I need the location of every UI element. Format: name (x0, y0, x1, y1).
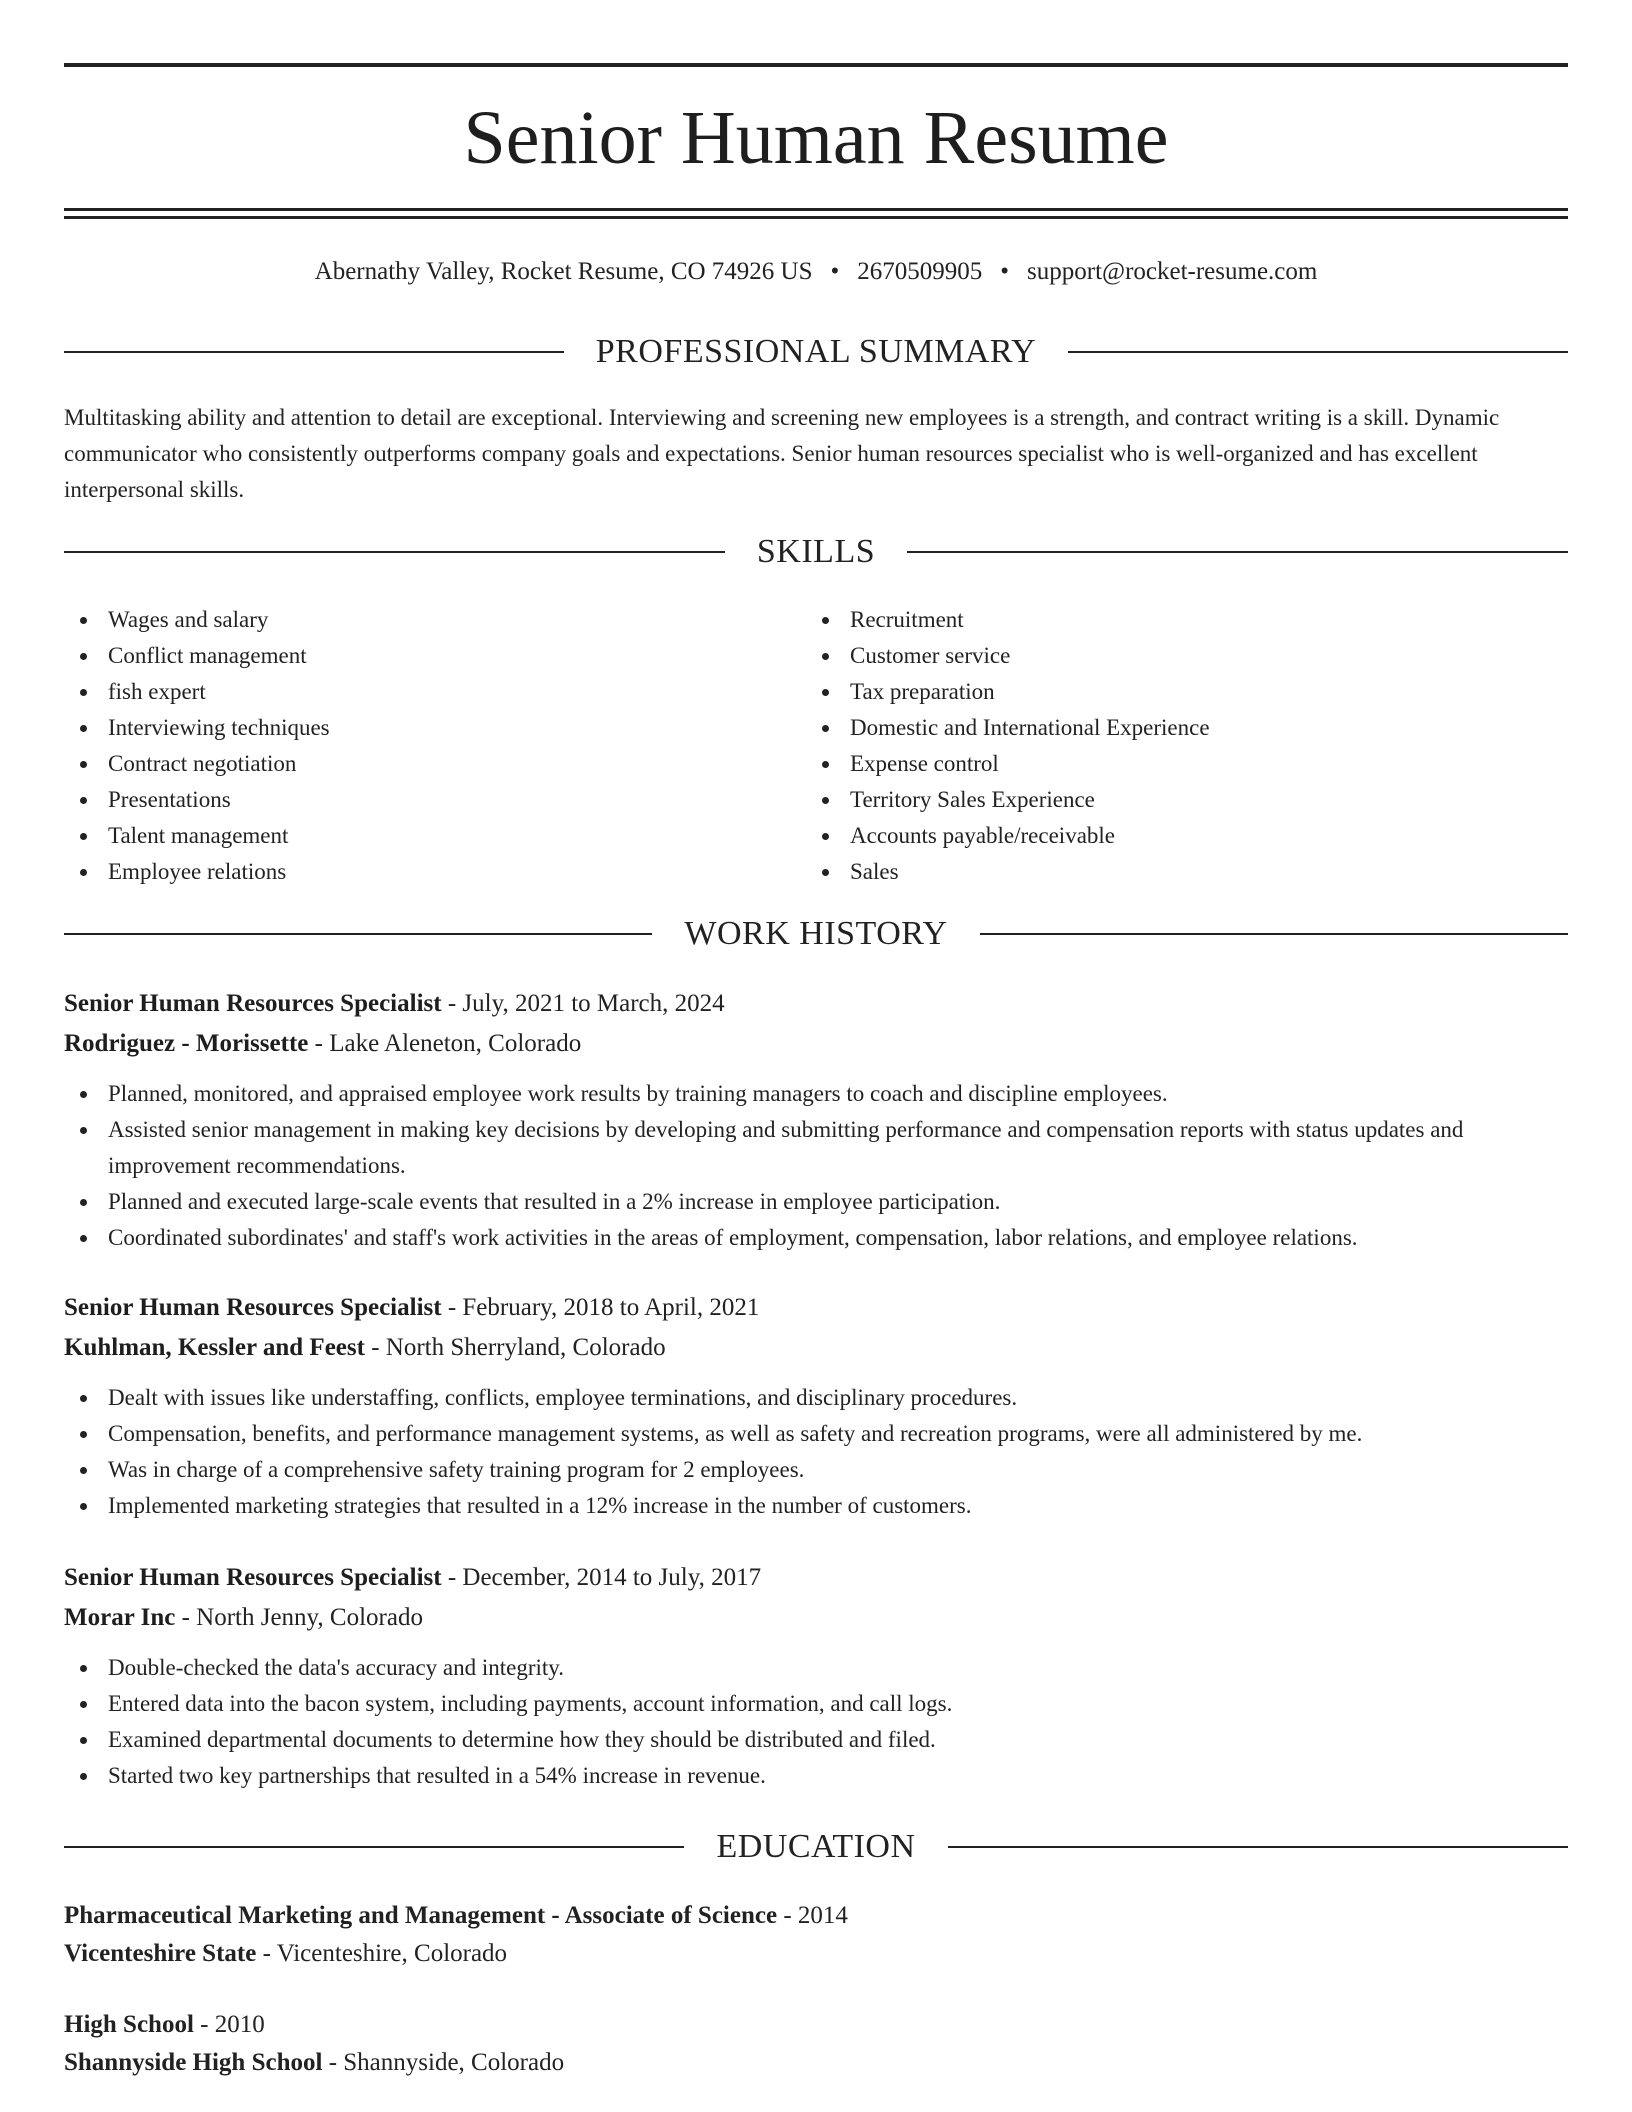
skill-item: Contract negotiation (64, 746, 804, 782)
job-company: Kuhlman, Kessler and Feest (64, 1334, 365, 1361)
edu-school: Shannyside High School (64, 2049, 323, 2076)
joiner: - (364, 1334, 386, 1361)
edu-year: 2010 (214, 2011, 265, 2038)
skill-item: Expense control (806, 746, 1566, 782)
edu-location: Shannyside, Colorado (343, 2049, 565, 2076)
skill-item: Conflict management (64, 638, 804, 674)
skill-item: Territory Sales Experience (806, 782, 1566, 818)
contact-email[interactable]: support@rocket-resume.com (1027, 258, 1318, 285)
job-location: North Sherryland, Colorado (385, 1334, 666, 1361)
job-title-line (64, 984, 1568, 1024)
section-rule (64, 551, 725, 553)
job-bullet: Examined departmental documents to determine how they should be distributed and filed. (64, 1722, 1568, 1758)
education-entry (64, 1897, 1568, 1973)
section-rule (1068, 351, 1568, 353)
job-dates: July, 2021 to March, 2024 (462, 990, 725, 1017)
job-dates: February, 2018 to April, 2021 (462, 1294, 760, 1321)
job-title: Senior Human Resources Specialist (64, 1564, 442, 1591)
contact-phone: 2670509905 (857, 258, 983, 285)
job-company-line (64, 1328, 1568, 1368)
section-rule (948, 1846, 1568, 1848)
job-bullet: Coordinated subordinates' and staff's work activities in the areas of employment, compensation, labor relations, and employee relations. (64, 1220, 1568, 1256)
skill-item: Domestic and International Experience (806, 710, 1566, 746)
job-bullet: Double-checked the data's accuracy and integrity. (64, 1650, 1568, 1686)
section-rule (64, 351, 564, 353)
section-header-work-history (64, 912, 1568, 956)
job-bullets (64, 1076, 1568, 1256)
section-title: PROFESSIONAL SUMMARY (595, 333, 1037, 370)
contact-separator: • (830, 258, 840, 285)
job-company-line (64, 1598, 1568, 1638)
edu-location: Vicenteshire, Colorado (276, 1940, 508, 1967)
edu-year: 2014 (797, 1902, 848, 1929)
job-title: Senior Human Resources Specialist (64, 1294, 442, 1321)
section-header-skills (64, 530, 1568, 574)
edu-school-line (64, 1935, 1568, 1973)
joiner: - (777, 1902, 798, 1929)
joiner: - (256, 1940, 277, 1967)
job-bullets (64, 1650, 1568, 1794)
job-title-line (64, 1558, 1568, 1598)
joiner: - (441, 1564, 463, 1591)
joiner: - (175, 1604, 197, 1631)
contact-address: Abernathy Valley, Rocket Resume, CO 74926 US (314, 258, 813, 285)
edu-school-line (64, 2044, 1568, 2082)
section-title: EDUCATION (716, 1828, 916, 1865)
skill-item: Tax preparation (806, 674, 1566, 710)
skill-item: Talent management (64, 818, 804, 854)
job-title: Senior Human Resources Specialist (64, 990, 442, 1017)
job-bullet: Planned, monitored, and appraised employee work results by training managers to coach and discipline employees. (64, 1076, 1568, 1112)
job-entry (64, 984, 1568, 1256)
top-rule (64, 63, 1568, 67)
summary-text: Multitasking ability and attention to detail are exceptional. Interviewing and screening new employees is a strength, and contract writing is a skill. Dynamic communicator who consistently outperforms company goals and expectations. Senior human resources specialist who is well-organized and has excellent interpersonal skills. (64, 405, 1500, 502)
job-entry (64, 1288, 1568, 1524)
joiner: - (441, 990, 463, 1017)
skill-item: Customer service (806, 638, 1566, 674)
section-title: WORK HISTORY (684, 915, 948, 952)
job-location: North Jenny, Colorado (196, 1604, 423, 1631)
section-rule (980, 933, 1568, 935)
contact-line (64, 254, 1568, 290)
edu-degree: High School (64, 2011, 194, 2038)
job-bullet: Compensation, benefits, and performance management systems, as well as safety and recreation programs, were all administered by me. (64, 1416, 1568, 1452)
job-bullet: Entered data into the bacon system, including payments, account information, and call logs. (64, 1686, 1568, 1722)
title-rule-upper (64, 208, 1568, 211)
resume-title: Senior Human Resume (463, 96, 1169, 180)
job-bullet: Assisted senior management in making key decisions by developing and submitting performance and compensation reports with status updates and improvement recommendations. (64, 1112, 1568, 1184)
edu-degree: Pharmaceutical Marketing and Management - Associate of Science (64, 1902, 778, 1929)
section-rule (64, 933, 652, 935)
edu-school: Vicenteshire State (64, 1940, 257, 1967)
edu-degree-line (64, 1897, 1568, 1935)
joiner: - (322, 2049, 344, 2076)
skill-item: Sales (806, 854, 1566, 890)
job-title-line (64, 1288, 1568, 1328)
section-header-summary (64, 330, 1568, 374)
section-rule (64, 1846, 684, 1848)
contact-separator: • (1000, 258, 1010, 285)
joiner: - (308, 1030, 330, 1057)
section-title: SKILLS (756, 533, 876, 570)
job-bullet: Started two key partnerships that resulted in a 54% increase in revenue. (64, 1758, 1568, 1794)
joiner: - (193, 2011, 215, 2038)
skill-item: Presentations (64, 782, 804, 818)
job-bullet: Was in charge of a comprehensive safety training program for 2 employees. (64, 1452, 1568, 1488)
edu-degree-line (64, 2006, 1568, 2044)
joiner: - (441, 1294, 463, 1321)
section-rule (907, 551, 1568, 553)
job-entry (64, 1558, 1568, 1794)
skill-item: Interviewing techniques (64, 710, 804, 746)
job-bullet: Planned and executed large-scale events that resulted in a 2% increase in employee participation. (64, 1184, 1568, 1220)
job-bullet: Dealt with issues like understaffing, conflicts, employee terminations, and disciplinary procedures. (64, 1380, 1568, 1416)
job-bullets (64, 1380, 1568, 1524)
job-company: Rodriguez - Morissette (64, 1030, 309, 1057)
job-location: Lake Aleneton, Colorado (329, 1030, 582, 1057)
skill-item: Wages and salary (64, 602, 804, 638)
title-rule-lower (64, 216, 1568, 219)
skills-list-left (64, 602, 804, 890)
skill-item: Employee relations (64, 854, 804, 890)
job-bullet: Implemented marketing strategies that resulted in a 12% increase in the number of customers. (64, 1488, 1568, 1524)
job-company-line (64, 1024, 1568, 1064)
education-entry (64, 2006, 1568, 2082)
skill-item: fish expert (64, 674, 804, 710)
job-dates: December, 2014 to July, 2017 (462, 1564, 762, 1591)
job-company: Morar Inc (64, 1604, 176, 1631)
skill-item: Accounts payable/receivable (806, 818, 1566, 854)
skills-list-right (806, 602, 1566, 890)
section-header-education (64, 1825, 1568, 1869)
skill-item: Recruitment (806, 602, 1566, 638)
